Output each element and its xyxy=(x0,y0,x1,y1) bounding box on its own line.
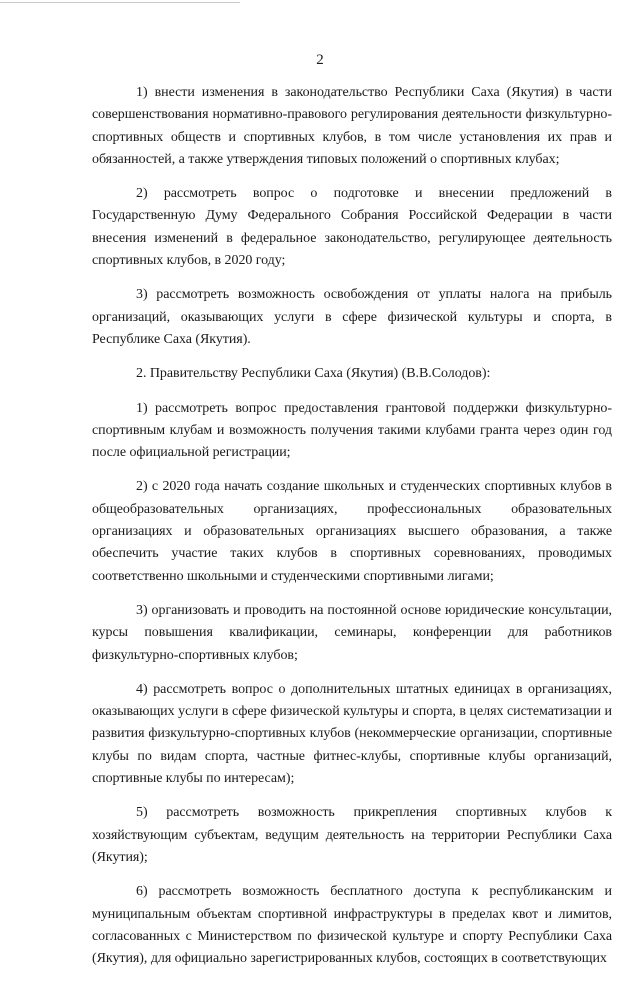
paragraph-9: 5) рассмотреть возможность прикрепления спортивных клубов к хозяйствующим субъектам, ведущим деятельность на территории Республики Саха (Якутия); xyxy=(92,805,612,865)
page-number: 2 xyxy=(316,52,324,68)
paragraph-3: 3) рассмотреть возможность освобождения от уплаты налога на прибыль организаций, оказывающих услуги в сфере физической культуры и спорта, в Республике Саха (Якутия). xyxy=(92,287,612,347)
paragraph-5: 1) рассмотреть вопрос предоставления грантовой поддержки физкультурно-спортивным клубам и возможность получения такими клубами гранта через один год после официальной регистрации; xyxy=(92,400,612,461)
paragraph-8: 4) рассмотреть вопрос о дополнительных штатных единицах в организациях, оказывающих услуги в сфере физической культуры и спорта, в целях систематизации и развития физкультурно-спортивных клубов (некоммерческие организации, спортивные клубы по видам спорта, частные фитнес-клубы, спортивные клубы организаций, спортивные клубы по интересам); xyxy=(92,681,612,787)
paragraph-4: 2. Правительству Республики Саха (Якутия) (В.В.Солодов): xyxy=(136,366,491,382)
scan-edge-mark xyxy=(0,2,240,3)
paragraph-10: 6) рассмотреть возможность бесплатного доступа к республиканским и муниципальным объектам спортивной инфраструктуры в пределах квот и лимитов, согласованных с Министерством по физической культуре и спорту Республики Саха (Якутия), для официально зарегистрированных клубов, состоящих в соответствующих xyxy=(92,884,612,967)
paragraph-6: 2) с 2020 года начать создание школьных и студенческих спортивных клубов в общеобразовательных организациях, профессиональных образовательных организациях и образовательных организациях высшего образования, а также обеспечить участие таких клубов в спортивных соревнованиях, проводимых соответственно школьными и студенческими спортивными лигами; xyxy=(92,479,612,584)
paragraph-1: 1) внести изменения в законодательство Республики Саха (Якутия) в части совершенствования нормативно-правового регулирования деятельности физкультурно-спортивных обществ и спортивных клубов, в том числе установления их прав и обязанностей, а также утверждения типовых положений о спортивных клубах; xyxy=(92,85,612,167)
paragraph-7: 3) организовать и проводить на постоянной основе юридические консультации, курсы повышения квалификации, семинары, конференции для работников физкультурно-спортивных клубов; xyxy=(92,602,612,663)
paragraph-2: 2) рассмотреть вопрос о подготовке и внесении предложений в Государственную Думу Федерального Собрания Российской Федерации в части внесения изменений в федеральное законодательство, регулирующее деятельность спортивных клубов, в 2020 году; xyxy=(92,186,612,269)
document-body xyxy=(92,82,612,982)
